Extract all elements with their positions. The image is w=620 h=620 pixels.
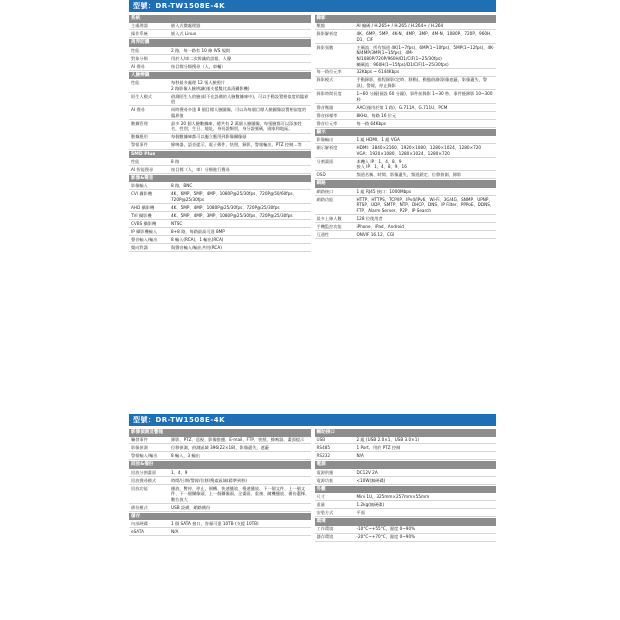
spec-row [315,158,497,172]
spec-column-left [129,14,311,252]
spec-row [315,469,497,477]
spec-label: 聲音壓縮 [316,104,334,110]
spec-label: AI 搜尋 [131,63,145,69]
spec-row [315,77,497,91]
spec-value: 1.2kg(無硬碟) [356,502,385,507]
spec-value: Mini 1U，325mm×257mm×55mm [356,494,430,500]
section-header: 環境 [315,518,497,526]
spec-row [315,23,497,31]
spec-value: 播放、暫停、停止、倒轉、快速播放、慢速播放、下一個文件、上一個文件、下一個攝像頭、上一個攝像頭、全畫面、重複、隨機播放、備份選擇、數位放大 [171,485,310,502]
spec-value: 最多 20 個人臉數據庫，總共有 2 萬個人臉圖像，每張臉都可以添加姓名，性別，生日，地址，身份證類別，身分證號碼，國家和地區。 [171,120,302,132]
spec-row [315,452,497,460]
section-header: 影像偵測及警報 [129,429,311,437]
spec-value: 8 輸入，3 輸出 [171,453,200,459]
spec-label: 網路功能 [316,196,334,202]
spec-row [129,477,311,485]
spec-label: 錄影張數 [316,44,334,50]
spec-label: 影像輸入 [131,183,148,189]
spec-label: 內部硬碟 [131,521,148,527]
spec-panel-1 [129,0,496,385]
spec-label: CVBS 攝影機 [131,220,157,226]
spec-value: 32Kbps ~ 6144Kbps [356,69,400,75]
spec-row [315,501,497,509]
spec-label: 電源供應 [316,469,334,475]
spec-label: 每一路位元率 [316,69,342,75]
spec-value: 嵌入式 Linux [171,31,197,37]
spec-value: 用於人/車二次辨識的誤報，人優 [171,55,232,61]
spec-label: 互通性 [316,231,330,237]
spec-row [315,223,497,231]
spec-column-right [315,14,497,252]
spec-value: 1 組 HDMI，1 組 VGA [356,136,400,142]
spec-column-left [129,428,311,542]
spec-label: 聲音輸入/輸出 [131,236,158,242]
spec-value: 128 位使用者 [356,215,383,221]
panel-title: 型號：DR-TW1508E-4K [129,414,496,426]
spec-row [129,30,311,38]
spec-label: RS232 [316,453,331,459]
spec-value: DC12V 2A [356,469,378,475]
spec-label: IP 攝影機輸入 [131,228,158,234]
spec-value: 同時搜尋多達 8 個目標人臉圖像，可以為每個目標人臉圖像設置相似度的臨界值 [171,107,307,118]
spec-value: HDMI：3840×2160、1920×1080、1280×1024、1280×720 VGA：1920×1080、1280×1024、1280×720 [356,144,482,156]
spec-row [129,469,311,477]
spec-label: RS485 [316,445,331,451]
spec-value: AI 編碼 / H.265+ / H.265 / H.264+ / H.264 [356,23,444,29]
spec-value: NTSC [171,220,183,226]
spec-label: 主處理器 [131,23,148,29]
spec-row [129,182,311,190]
section-header: 周界防護 [129,39,311,47]
spec-value: 1 組 RJ45 接口：1000Mbps [356,188,412,194]
spec-row [315,136,497,144]
spec-label: 影像偵測 [131,445,148,451]
spec-value: 本機入 IP：1、4、8、9 接入 IP：1、4、8、9、16 [356,158,407,170]
spec-row [129,47,311,55]
spec-row [315,477,497,485]
spec-label: 警報事件 [131,142,148,148]
section-header: 錄影 [315,15,497,23]
spec-label: 尺寸 [316,494,325,500]
spec-row [315,534,497,542]
spec-row [315,526,497,534]
spec-row [129,228,311,236]
spec-label: 錄影模式 [316,77,334,83]
section-header: 儲存 [129,513,311,521]
spec-value: 每一路 64Kbps [356,120,386,126]
spec-label: 工作環境 [316,526,334,532]
spec-label: 錄影解析度 [316,31,338,37]
spec-row [315,196,497,215]
spec-value: 1 個 SATA 接口，容量可達 10TB (支援 10TB) [171,521,259,527]
spec-value: <10W(無硬碟) [356,477,386,483]
spec-value: 每秒最多處理 12 張人臉照片 2 路影像人臉辨識(僅支援雙比高清攝影機) [171,80,250,91]
spec-row [129,93,311,107]
spec-value: HTTP、HTTPS、TCP/IP、IPv4/IPv6、Wi-Fi、3G/4G、SNMP、UPNP、RTSP、UDP、SMTP、NTP、DHCP、DNS、IP Filter、PPPoE、DDNS、FTP、Alarm Server、P2P、IP Search [356,196,495,213]
section-header: 網路 [315,180,497,188]
spec-row [129,63,311,71]
spec-label: 陌生人模式 [131,93,152,99]
spec-value: 1 Port，用於 PTZ 控制 [356,445,401,451]
spec-row [315,30,497,44]
spec-label: 錄影時間長度 [316,91,342,96]
spec-value: 頻道名稱、時間、影像遺失、頻道鎖定、位移偵測、錄影 [356,172,462,178]
spec-row [129,79,311,93]
spec-label: 聲音採樣率 [316,112,338,118]
spec-label: TVI 攝影機 [131,212,152,218]
spec-row [315,44,497,69]
spec-label: 數據應用 [131,134,148,140]
spec-row [129,166,311,174]
spec-value: 位移偵測，偵測區域 396(22×18)，影像遺失，遮蔽 [171,445,269,451]
spec-label: AI 智能搜尋 [131,166,154,172]
spec-label: 觸發事件 [131,437,148,443]
spec-value: 平面 [356,509,365,515]
spec-row [315,231,497,239]
spec-label: 壓縮 [316,23,325,29]
spec-value: 4K、6MP、5MP、4K-N、4MP、3MP、4M-N、1080P、720P、960H、D1、CIF [356,31,495,42]
spec-label: AHD 攝影機 [131,204,155,210]
section-header: 輔助接口 [315,429,497,437]
spec-row [315,493,497,501]
spec-label: 數據管理 [131,120,148,126]
spec-value: -10°C~+55°C，濕度 0~90% [356,526,416,532]
spec-row [129,142,311,150]
spec-row [315,509,497,517]
spec-row [315,69,497,77]
spec-value: AAC(僅用於第 1 路)、G.711A、G.711U、PCM [356,104,448,110]
spec-row [129,437,311,445]
spec-label: 回放搜尋模式 [131,477,157,483]
spec-label: 最多上線人數 [316,215,342,221]
spec-value: 4K、6MP、5MP、4MP、1080P@25/30fps、720P@50/60fps、720P@25/30fps [171,191,297,202]
spec-row [315,90,497,104]
spec-value: N/A [356,453,364,459]
spec-row [129,190,311,204]
spec-value: 8 路，BNC [171,183,193,189]
spec-value: -20°C~+70°C，濕度 0~90% [356,534,416,540]
spec-row [315,104,497,112]
spec-row [129,55,311,63]
spec-value: 1、4、9 [171,469,188,475]
spec-label: 網路接口 [316,188,334,194]
spec-label: 備份模式 [131,504,148,510]
spec-row [129,528,311,536]
spec-label: 回放分割畫面 [131,469,157,475]
spec-label: eSATA [131,529,144,535]
section-header: 電源 [315,461,497,469]
spec-row [129,236,311,244]
spec-row [129,158,311,166]
spec-label: 儲存環境 [316,534,334,540]
spec-row [315,188,497,196]
spec-value: iPhone、iPad、Android [356,223,404,229]
spec-value: 2 路，每一路有 10 條 IVS 規則 [171,47,231,53]
spec-row [315,215,497,223]
spec-value: 按目標分類搜尋（人，車輛） [171,63,226,69]
spec-label: OSD [316,172,326,178]
spec-label: 對象分類 [131,55,148,61]
spec-value: 8 路 [171,158,180,164]
spec-label: USB [316,437,326,443]
spec-value: 2 組 (USB 2.0×1、USB 3.0×1) [356,437,419,443]
spec-value: 嵌入式微處理器 [171,23,201,29]
spec-value: 按目標（人，車）分類進行搜尋 [171,166,230,172]
spec-value: 手動錄影，排程錄影(定時、移動)，動態偵測(影像遮蔽、影像遺失、警訊)，警報，停止錄影 [356,77,488,89]
section-header: SMD Plus [129,151,311,159]
section-header: 系統 [129,15,311,23]
section-header: 影像&聲音 [129,175,311,183]
spec-row [129,120,311,134]
spec-value: 與聲音輸入/輸出共用(RCA) [171,244,222,250]
spec-row [129,23,311,31]
spec-label: 重量 [316,502,325,507]
spec-row [129,220,311,228]
spec-value: 8 輸入(RCA)，1 輸出(RCA) [171,236,224,242]
spec-value: 8KHz，每路 16 位元 [356,112,397,118]
spec-label: 性能 [131,158,140,164]
spec-row [315,437,497,445]
spec-value: 蜂鳴器，語音提示，電子郵件，快照，錄影，警報輸出，PTZ 控制…等 [171,142,302,148]
spec-row [315,120,497,128]
spec-label: AI 搜尋 [131,107,145,113]
spec-row [315,171,497,179]
spec-row [129,106,311,120]
spec-row [315,112,497,120]
spec-label: 操作系統 [131,31,148,37]
spec-panel-2 [129,414,496,614]
spec-value: USB 設備，網路備份 [171,504,211,510]
spec-row [315,444,497,452]
spec-row [129,134,311,142]
spec-value: 時間/日期/警報/位移/搜索區域(精準到秒) [171,477,247,483]
spec-value: 每個數據庫都可以獨立應用到影像攝像頭 [171,134,247,140]
spec-label: CVI 攝影機 [131,191,152,197]
spec-value: 4K、5MP、4MP、3MP、1080P@25/30fps、720P@25/30fps [171,212,293,218]
spec-row [315,144,497,158]
panel-title: 型號：DR-TW1508E-4K [129,0,496,12]
spec-value: 4K、5MP、4MP、1080P@25/30fps、720P@25/30fps [171,204,280,210]
spec-row [129,520,311,528]
spec-row [129,452,311,460]
spec-value: 偵測陌生人的臉部(不在設備的人臉數據庫中)，可以手動設置相似度的臨界值 [171,93,309,105]
spec-row [129,244,311,252]
spec-label: 性能 [131,47,140,53]
spec-label: 雙向對講 [131,244,148,250]
spec-value: 主碼流：所有頻道 4K(1~7fps)、6MP(1~10fps)、5MP(1~12fps)、4K-N/4MP/3MP(1~15fps)、4M-N/1080P/720P/960H/D1/CIF(1~25/30fps) 輔碼流：960H(1~15fps)/D1/CIF(1~25/30fps) [356,44,494,67]
spec-row [129,485,311,504]
spec-label: 電源功耗 [316,477,334,483]
spec-row [129,212,311,220]
spec-label: 分割畫面 [316,158,334,164]
section-header: 回放&備份 [129,461,311,469]
spec-label: 影像輸出 [316,136,334,142]
spec-label: 聲音位元率 [316,120,338,126]
spec-label: 顯示解析度 [316,144,338,150]
spec-column-right [315,428,497,542]
spec-row [129,444,311,452]
spec-label: 警報輸入/輸出 [131,453,158,459]
spec-label: 手機監控功能 [316,223,342,229]
spec-value: N/A [171,529,179,535]
spec-label: 回放功能 [131,485,148,491]
spec-value: 8+8 路，每路最高可達 8MP [171,228,225,234]
section-header: 外觀 [315,486,497,494]
spec-row [129,204,311,212]
spec-value: ONVIF 16.12、CGI [356,231,395,237]
spec-value: 錄影、PTZ、巡視、影像推播、E-mail、FTP、快照、蜂鳴器、畫面提示 [171,437,305,443]
spec-row [129,504,311,512]
section-header: 顯示 [315,129,497,137]
spec-label: 安裝方式 [316,509,334,515]
spec-label: 性能 [131,80,140,86]
section-header: 人臉辨識 [129,72,311,80]
spec-value: 1~60 分鐘(預設 60 分鐘)，事件前錄影 1~30 秒，事件後錄影 10~300 秒 [356,91,494,102]
